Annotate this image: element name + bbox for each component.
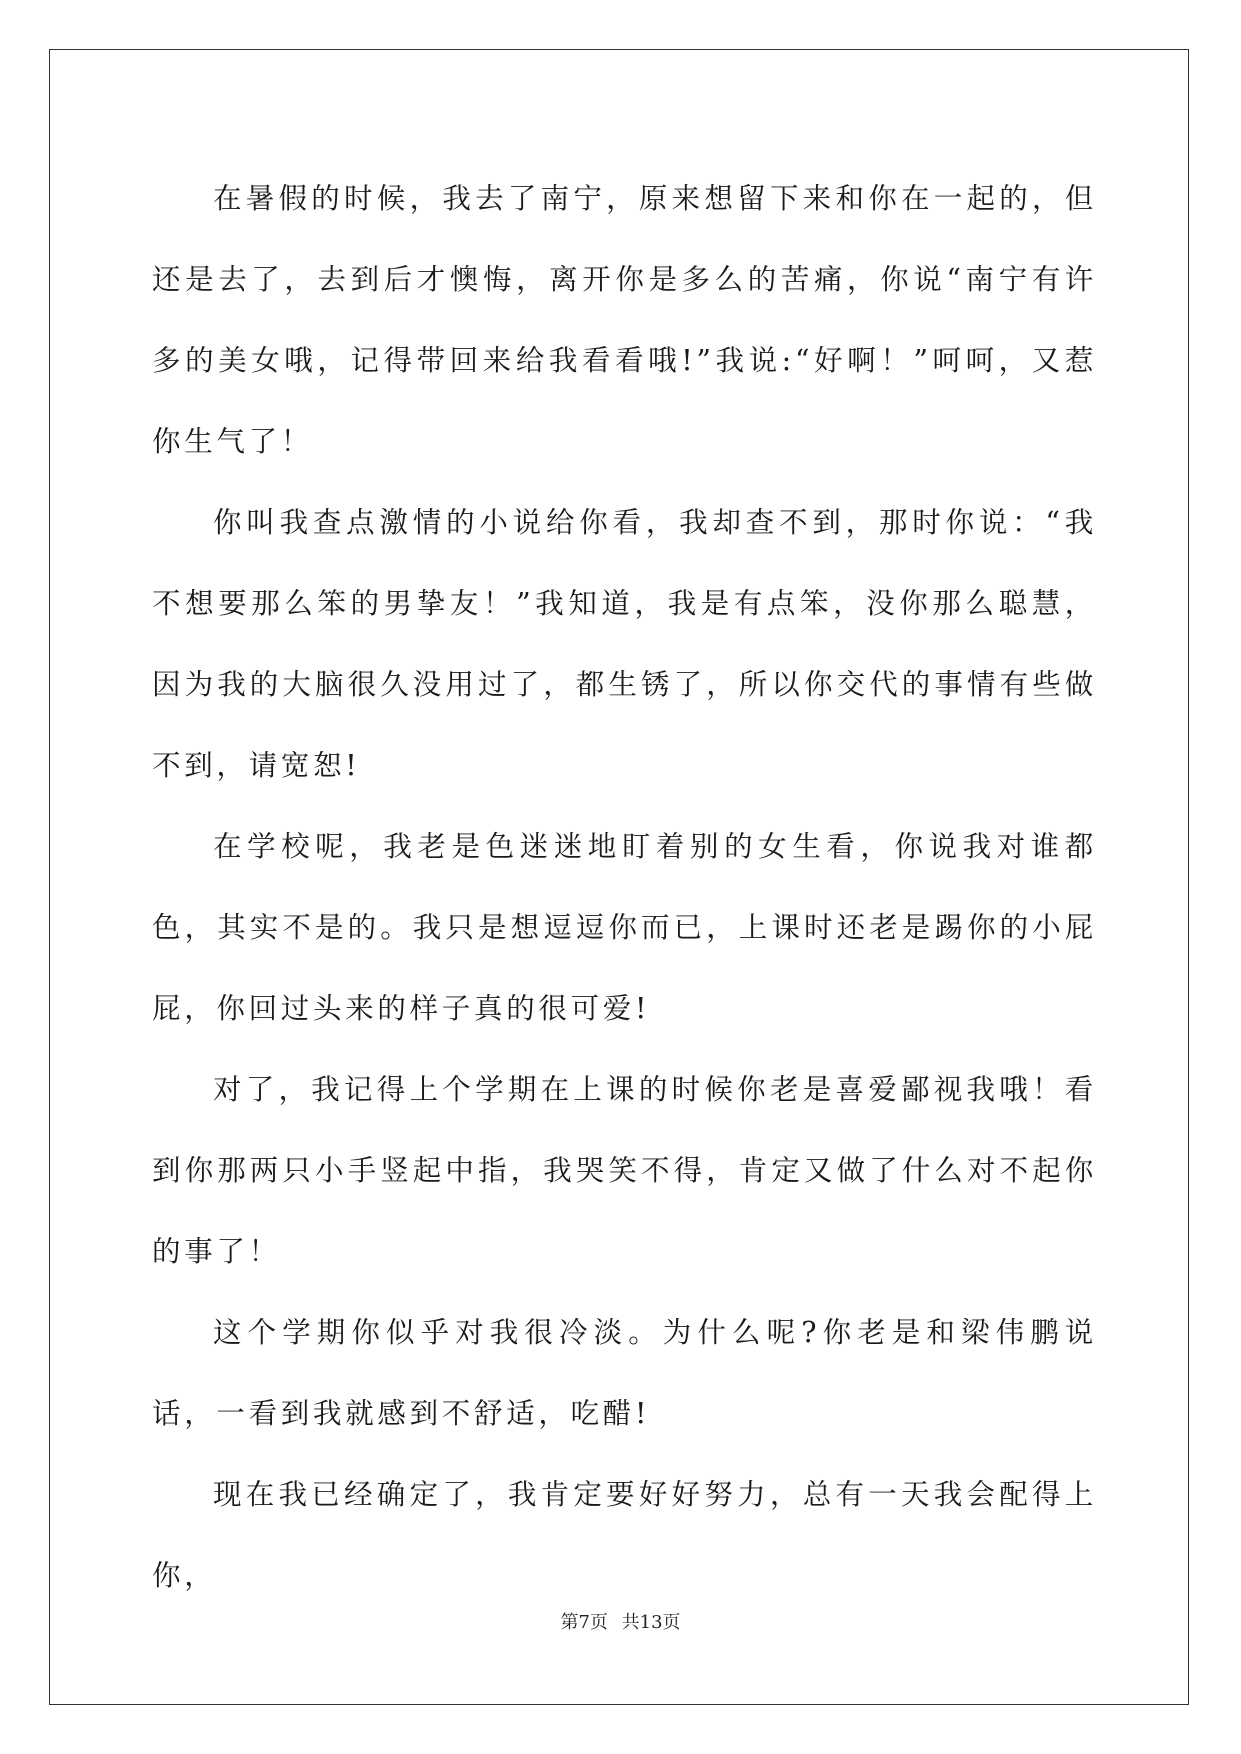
paragraph: 你叫我查点激情的小说给你看，我却查不到，那时你说：“我不想要那么笨的男挚友！”我知道，我是有点笨，没你那么聪慧，因为我的大脑很久没用过了，都生锈了，所以你交代的事情有些做不到，请宽恕!	[152, 506, 1097, 782]
paragraph: 这个学期你似乎对我很冷淡。为什么呢?你老是和梁伟鹏说话，一看到我就感到不舒适，吃醋!	[152, 1316, 1097, 1430]
document-body	[152, 158, 1097, 1616]
paragraph: 现在我已经确定了，我肯定要好好努力，总有一天我会配得上你，	[152, 1478, 1097, 1592]
paragraph: 对了，我记得上个学期在上课的时候你老是喜爱鄙视我哦！看到你那两只小手竖起中指，我哭笑不得，肯定又做了什么对不起你的事了！	[152, 1073, 1097, 1268]
page-footer	[0, 1608, 1241, 1634]
paragraph: 在暑假的时候，我去了南宁，原来想留下来和你在一起的，但还是去了，去到后才懊悔，离开你是多么的苦痛，你说“南宁有许多的美女哦，记得带回来给我看看哦!”我说:“好啊！”呵呵，又惹你生气了！	[152, 182, 1097, 458]
page-number: 第7页	[560, 1612, 608, 1633]
page-total: 共13页	[621, 1612, 681, 1633]
paragraph: 在学校呢，我老是色迷迷地盯着别的女生看，你说我对谁都色，其实不是的。我只是想逗逗你而已，上课时还老是踢你的小屁屁，你回过头来的样子真的很可爱!	[152, 830, 1097, 1025]
